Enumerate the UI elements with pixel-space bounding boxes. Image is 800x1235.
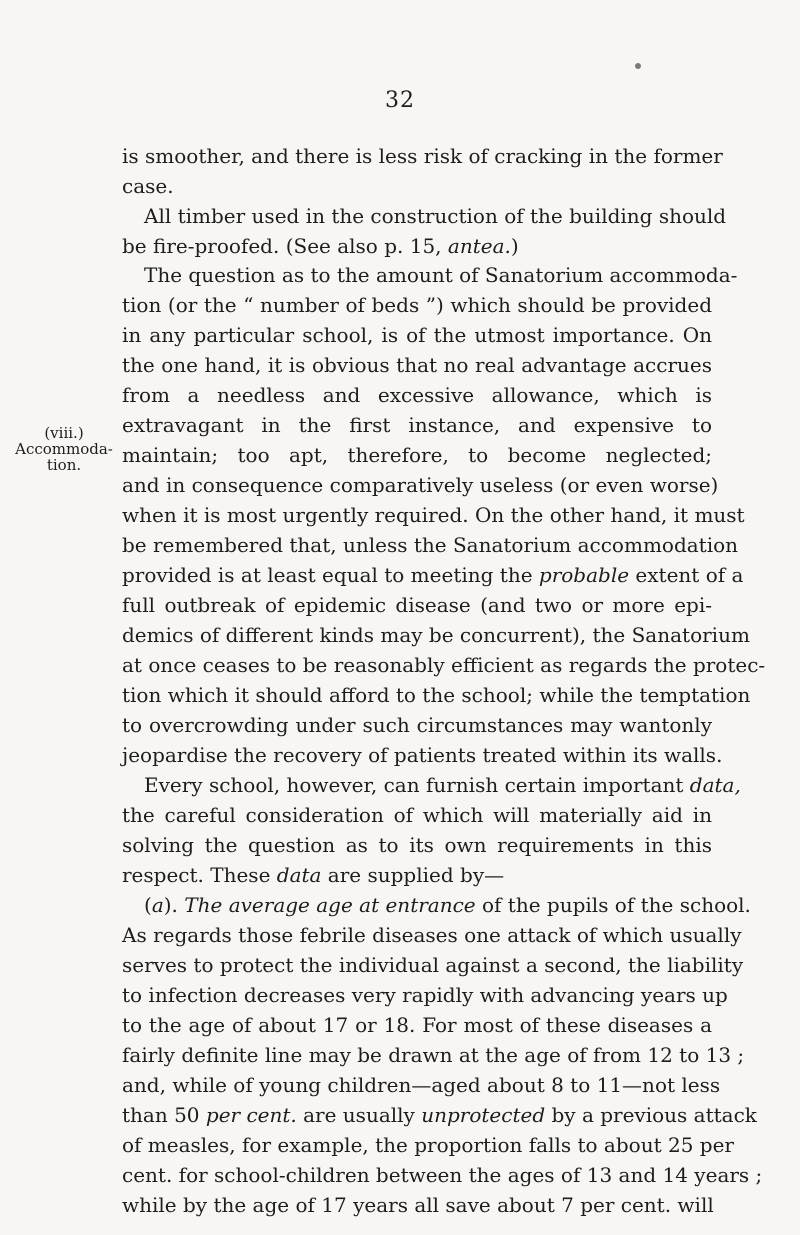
text-run: respect. These <box>122 863 277 887</box>
text-run: are supplied by— <box>321 863 505 887</box>
text-run: are usually <box>296 1103 422 1127</box>
paragraph-data <box>122 770 741 890</box>
text-line: jeopardise the recovery of patients treated within its walls. <box>122 743 723 767</box>
text-line: of measles, for example, the proportion falls to about 25 per <box>122 1133 734 1157</box>
text-run: extent of a <box>629 563 744 587</box>
text-line: at once ceases to be reasonably efficient as regards the protec- <box>122 653 766 677</box>
text-line: tion (or the “ number of beds ”) which should be provided <box>122 293 712 317</box>
text-line: when it is most urgently required. On the other hand, it must <box>122 503 745 527</box>
text-line: solving the question as to its own requirements in this <box>122 833 712 857</box>
text-line <box>122 890 751 920</box>
text-run: of the pupils of the school. <box>475 893 751 917</box>
text-line: case. <box>122 174 174 198</box>
text-run: than 50 <box>122 1103 206 1127</box>
text-line: be remembered that, unless the Sanatorium accommodation <box>122 533 739 557</box>
text-line: while by the age of 17 years all save about 7 per cent. will <box>122 1193 714 1217</box>
text-line: to overcrowding under such circumstances may wantonly <box>122 713 712 737</box>
text-run: be fire-proofed. (See also p. 15, <box>122 234 448 258</box>
margin-note-label-line2: tion. <box>46 456 82 474</box>
italic-run: unprotected <box>421 1103 546 1127</box>
text-line: to infection decreases very rapidly with advancing years up <box>122 983 728 1007</box>
text-run: ) <box>510 234 519 258</box>
text-line: the one hand, it is obvious that no real advantage accrues <box>122 353 712 377</box>
text-line <box>122 201 727 231</box>
text-line <box>122 860 712 890</box>
text-line: and, while of young children—aged about 8 to 11—not less <box>122 1073 721 1097</box>
text-line <box>122 231 712 261</box>
text-line <box>122 770 741 800</box>
margin-note-label-line1: Accommoda- <box>15 440 113 458</box>
text-line: serves to protect the individual against a second, the liability <box>122 953 744 977</box>
text-run: provided is at least equal to meeting the <box>122 563 539 587</box>
text-line <box>122 560 744 590</box>
italic-run: probable <box>538 563 630 587</box>
text-run: ). <box>163 893 185 917</box>
text-line: demics of different kinds may be concurrent), the Sanatorium <box>122 623 750 647</box>
margin-note-marker: (viii.) <box>44 424 84 442</box>
text-line: in any particular school, is of the utmost importance. On <box>122 323 712 347</box>
text-line: cent. for school-children between the ages of 13 and 14 years ; <box>122 1163 763 1187</box>
italic-run: The average age at entrance <box>184 893 476 917</box>
italic-run: antea. <box>447 234 511 258</box>
text-run: All timber used in the construction of the building should <box>144 204 727 228</box>
page-number: 32 <box>385 88 415 113</box>
paragraph-average-age <box>122 890 763 1220</box>
printing-speck <box>635 63 641 69</box>
italic-run: data <box>276 863 322 887</box>
text-line: is smoother, and there is less risk of cracking in the former <box>122 144 723 168</box>
text-line: fairly definite line may be drawn at the age of from 12 to 13 ; <box>122 1043 745 1067</box>
margin-note <box>14 425 114 473</box>
paragraph-accommodation <box>122 260 766 770</box>
italic-run: a <box>151 893 164 917</box>
text-line: tion which it should afford to the school; while the temptation <box>122 683 751 707</box>
text-line: As regards those febrile diseases one attack of which usually <box>122 923 742 947</box>
text-line: full outbreak of epidemic disease (and two or more epi- <box>122 593 712 617</box>
text-line: The question as to the amount of Sanatorium accommoda- <box>144 263 738 287</box>
text-line: the careful consideration of which will materially aid in <box>122 803 712 827</box>
text-run: by a previous attack <box>545 1103 757 1127</box>
text-run: Every school, however, can furnish certain important <box>144 773 690 797</box>
text-line <box>122 1100 757 1130</box>
text-line: and in consequence comparatively useless (or even worse) <box>122 473 719 497</box>
paragraph-timber <box>122 141 727 261</box>
text-line: to the age of about 17 or 18. For most of these diseases a <box>122 1013 712 1037</box>
text-run: ( <box>144 893 152 917</box>
italic-run: per cent. <box>205 1103 297 1127</box>
text-line: from a needless and excessive allowance, which is <box>122 383 712 407</box>
text-line: maintain; too apt, therefore, to become neglected; <box>122 443 712 467</box>
italic-run: data, <box>689 773 741 797</box>
text-line: extravagant in the first instance, and expensive to <box>122 413 712 437</box>
